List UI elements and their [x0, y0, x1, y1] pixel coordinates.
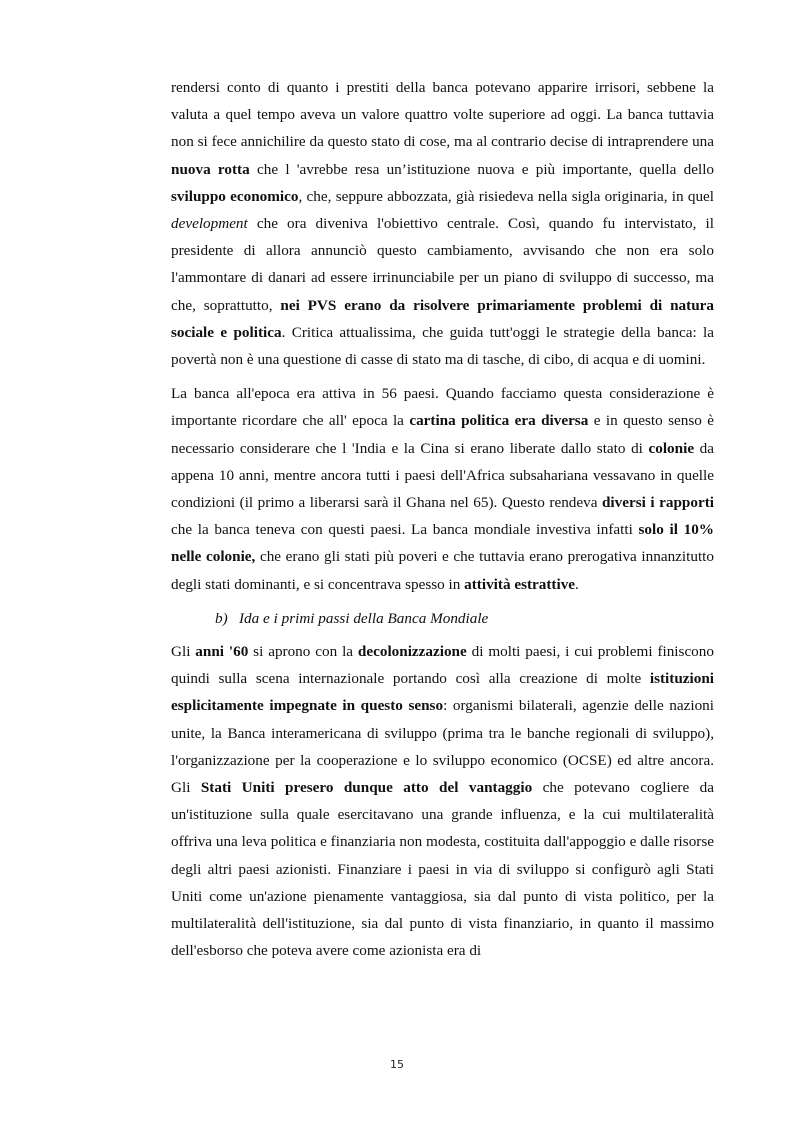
text-run: da appena 10 anni, mentre ancora tutti i paesi dell'Africa subsahariana vessavano in quelle condizioni (il primo a liberarsi sarà il Ghana nel 65). Questo rendeva [171, 439, 714, 512]
text-run: che erano gli stati più poveri e che tuttavia erano prerogativa innanzitutto degli stati dominanti, e si concentrava spesso in [171, 548, 714, 593]
bold-text: nei PVS erano da risolvere primariamente problemi di natura sociale e politica [171, 296, 714, 341]
text-run: e in questo senso è necessario considerare che l 'India e la Cina si erano liberate dallo stato di [171, 412, 714, 457]
text-run: rendersi conto di quanto i prestiti della banca potevano apparire irrisori, sebbene la valuta a quel tempo aveva un valore quattro volte superiore ad oggi. La banca tuttavia non si fece annichilire da questo stato di cose, ma al contrario decise di intraprendere una [171, 79, 714, 151]
document-body [171, 74, 714, 965]
italic-text: development [171, 215, 248, 233]
text-run: , che, seppure abbozzata, già risiedeva nella sigla originaria, in quel [298, 187, 714, 205]
text-run: : organismi bilaterali, agenzie delle nazioni unite, la Banca interamericana di sviluppo (prima tra le banche regionali di sviluppo), l'organizzazione per la cooperazione e lo sviluppo economico (OCSE) ed altre ancora. Gli [171, 697, 714, 797]
text-run: di molti paesi, i cui problemi finiscono quindi sulla scena internazionale portando così alla creazione di molte [171, 643, 714, 688]
bold-text: cartina politica era diversa [409, 412, 589, 430]
paragraph-2 [171, 380, 714, 598]
bold-text: decolonizzazione [357, 643, 467, 661]
section-heading-marker: b) [215, 609, 228, 627]
text-run: si aprono con la [248, 643, 358, 661]
bold-text: colonie [648, 439, 695, 457]
page-number: 15 [390, 1058, 404, 1071]
text-run: La banca all'epoca era attiva in 56 paesi. Quando facciamo questa considerazione è importante ricordare che all' epoca la [171, 385, 714, 430]
bold-text: sviluppo economico [171, 187, 299, 205]
section-heading [171, 605, 714, 632]
bold-text: Stati Uniti presero dunque atto del vantaggio [200, 779, 533, 797]
text-run: . Critica attualissima, che guida tutt'oggi le strategie della banca: la povertà non è una questione di casse di stato ma di tasche, di cibo, di acqua e di uomini. [171, 323, 714, 369]
text-run: che ora diveniva l'obiettivo centrale. Così, quando fu intervistato, il presidente di allora annunciò questo cambiamento, avvisando che non era solo l'ammontare di danari ad essere irrinunciabile per un piano di sviluppo di successo, ma che, soprattutto, [171, 215, 714, 314]
paragraph-1 [171, 74, 714, 373]
bold-text: attività estrattive [464, 575, 576, 593]
bold-text: diversi i rapporti [601, 494, 714, 512]
text-run: che la banca teneva con questi paesi. La banca mondiale investiva infatti [171, 521, 639, 539]
bold-text: nuova rotta [171, 160, 250, 178]
text-run: che l 'avrebbe resa un’istituzione nuova e più importante, quella dello [249, 160, 715, 178]
paragraph-3 [171, 638, 714, 964]
text-run: . [575, 575, 579, 593]
text-run: Gli [171, 643, 196, 661]
bold-text: solo il 10% nelle colonie, [171, 521, 714, 566]
bold-text: istituzioni esplicitamente impegnate in questo senso [171, 670, 714, 715]
bold-text: anni '60 [195, 643, 249, 661]
text-run: che potevano cogliere da un'istituzione sulla quale esercitavano una grande influenza, e la cui multilateralità offriva una leva politica e finanziaria non modesta, costituita dall'appoggio e dalle risorse degli altri paesi azionisti. Finanziare i paesi in via di sviluppo si configurò agli Stati Uniti come un'azione pienamente vantaggiosa, sia dal punto di vista politico, per la multilateralità dell'istituzione, sia dal punto di vista finanziario, in quanto il massimo dell'esborso che poteva avere come azionista era di [171, 779, 714, 960]
section-heading-text: Ida e i primi passi della Banca Mondiale [239, 609, 489, 627]
